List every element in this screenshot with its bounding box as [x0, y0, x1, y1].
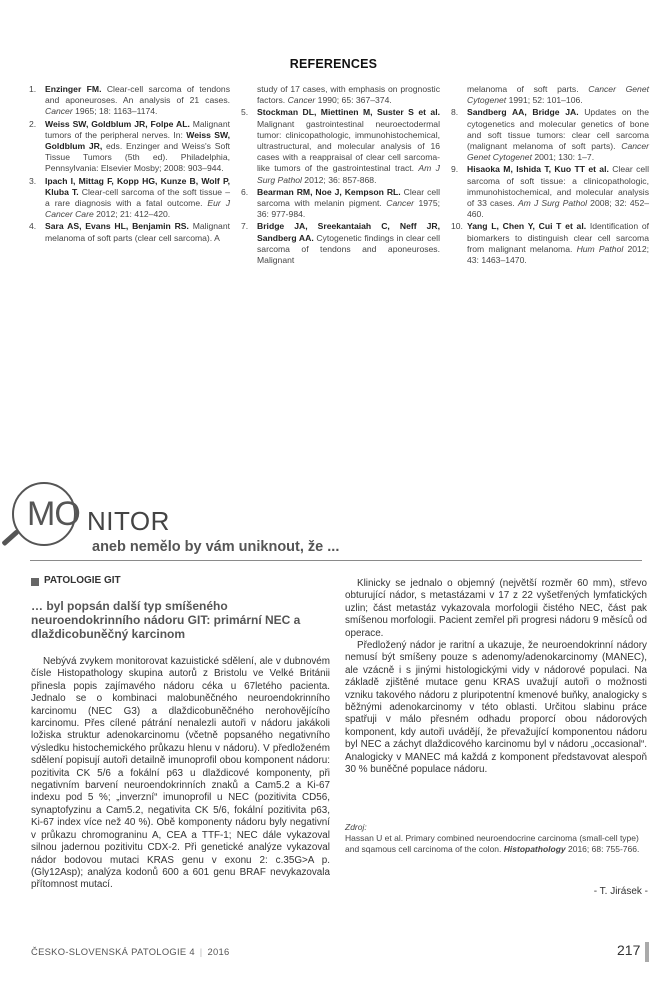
reference-item: 9. Hisaoka M, Ishida T, Kuo TT et al. Clear cell sarcoma of soft tissue: a clinicopathologic, immunohistochemical, and molecular analysis of 33 cases. Am J Surg Pathol 2008; 32: 452–460.: [451, 164, 649, 220]
source-citation: [345, 822, 647, 856]
reference-item: 8. Sandberg AA, Bridge JA. Updates on the cytogenetics and molecular genetics of bone and soft tissue tumors: clear cell sarcoma (malignant melanoma of soft parts). Cancer Genet Cytogenet 2001; 130: 1–7.: [451, 107, 649, 163]
reference-item: 7. Bridge JA, Sreekantaiah C, Neff JR, Sandberg AA. Cytogenetic findings in clear cell sarcoma of tendons and aponeuroses. Malignant: [241, 221, 440, 266]
reference-item: study of 17 cases, with emphasis on prognostic factors. Cancer 1990; 65: 367–374.: [257, 84, 440, 106]
reference-item: 10. Yang L, Chen Y, Cui T et al. Identification of biomarkers to distinguish clear cell sarcoma from malignant melanoma. Hum Pathol 2012; 43: 1463–1470.: [451, 221, 649, 266]
reference-item: melanoma of soft parts. Cancer Genet Cytogenet 1991; 52: 101–106.: [467, 84, 649, 106]
monitor-subtitle: aneb nemělo by vám uniknout, že ...: [92, 539, 340, 555]
author-signature: - T. Jirásek -: [593, 886, 648, 897]
footer-journal: ČESKO-SLOVENSKÁ PATOLOGIE 4 | 2016: [31, 946, 230, 957]
article-body-left: [31, 656, 330, 892]
reference-item: 4. Sara AS, Evans HL, Benjamin RS. Malignant melanoma of soft parts (clear cell sarcoma). A: [29, 221, 231, 243]
article-title: … byl popsán další typ smíšeného neuroendokrinního nádoru GIT: primární NEC a dlaždicobuněčný karcinom: [31, 599, 301, 641]
monitor-logo-mo: MO: [27, 495, 80, 533]
references-column-2: [241, 84, 440, 267]
reference-item: 2. Weiss SW, Goldblum JR, Folpe AL. Malignant tumors of the peripheral nerves. In: Weiss SW, Goldblum JR, eds. Enzinger and Weiss's Soft Tissue Tumors (5th ed). Philadelphia, Pennsylvania: Elsevier Mosby; 2008: 903–944.: [29, 118, 230, 174]
article-body-right: [345, 578, 647, 777]
reference-item: 3. Ipach I, Mittag F, Kopp HG, Kunze B, Wolf P, Kluba T. Clear-cell sarcoma of the soft tissue – a rare diagnosis with a fatal outcome. Eur J Cancer Care 2012; 21: 412–420.: [29, 175, 230, 220]
references-column-1: [29, 84, 230, 245]
section-square-icon: [31, 578, 39, 586]
references-title: REFERENCES: [289, 57, 378, 71]
reference-item: 5. Stockman DL, Miettinen M, Suster S et al. Malignant gastrointestinal neuroectodermal tumor: clinicopathologic, immunohistochemical, ultrastructural, and molecular analysis of 16 cases with a reappraisal of clear cell sarcoma-like tumors of the gastrointestinal tract. Am J Surg Pathol 2012; 36: 857-868.: [241, 107, 440, 185]
references-column-3: [451, 84, 649, 267]
paragraph: Nebývá zvykem monitorovat kazuistické sdělení, ale v dubnovém čísle Histopathology skupina autorů z Bristolu ve Velké Británii přinesla popis zajímavého nádoru céka u 67letého pacienta. Jednalo se o kombinaci malobuněčného neuroendokrinního karcinomu (NEC G3) a dlaždicobuněčného nerohovějícího karcinomu. Přes cílené pátrání nenalezli autoři v nádoru jakákoli ložiska struktur adenokarcinomu (včetně popsaného negativního výsledku histochemického průkazu hlenu v nádoru). V předloženém sdělení popisují autoři detailně imunoprofil obou komponent nádoru: pozitivita CK 5/6 a fokální p63 u dlaždicové komponenty, při negativním barvení neuroendokrinních znaků a Cam5.2 a Ki-67 indexu pod 5 %; „inverzní“ imunoprofil u NEC (pozitivita CD56, synaptofyzinu a Cam5.2, negativita CK 5/6, fokální pozitivita p63, Ki-67 index více než 40 %). Obě komponenty nádoru byly negativní v průkazu chromograninu A, CEA a TTF-1; NEC dále vykazoval silnou jadernou pozitivitu CDX-2. Při genetické analýze vykazoval nádor bodovou mutaci KRAS genu v exonu 2: c.35G>A p.(Gly12Asp); analýza kodonů 600 a 601 genu BRAF nevykazovala přítomnost mutací.: [31, 656, 330, 891]
paragraph: Předložený nádor je raritní a ukazuje, že neuroendokrinní nádory nemusí být smíšeny pouze s adenomy/adenokarcinomy (MANEC), ale vzácně i s jinými histologickými vidy v nádorové populaci. Na základě zjištěné mutace genu KRAS uvažují autoři o možnosti vzniku takového nádoru z pluripotentní kmenové buňky, analogicky s běžnými adenokarcinomy v této oblasti. Určitou slabinu práce spatřuji v málo přesném odhadu proporcí obou nádorových komponent, kdy autoři uvádějí, že převažující komponentou nádoru byl NEC a záchyt dlaždicového karcinomu byl v nádoru „occasional“. Analogicky v MANEC má každá z komponent představovat alespoň 30 % buněčné populace nádoru.: [345, 640, 647, 776]
monitor-divider: [30, 560, 642, 561]
paragraph: Klinicky se jednalo o objemný (největší rozměr 60 mm), střevo obturující nádor, s metastázami v 17 z 22 vyšetřených lymfatických uzlin; část metastáz vykazovala morfologii čistého NEC, část pak smíšenou morfologii. Pacient zemřel při progresi nádoru 9 měsíců od operace.: [345, 578, 647, 639]
monitor-logo-rest: NITOR: [87, 506, 170, 536]
reference-item: 1. Enzinger FM. Clear-cell sarcoma of tendons and aponeuroses. An analysis of 21 cases. Cancer 1965; 18: 1163–1174.: [29, 84, 230, 117]
reference-item: 6. Bearman RM, Noe J, Kempson RL. Clear cell sarcoma with melanin pigment. Cancer 1975; 36: 977-984.: [241, 186, 440, 220]
source-text: Hassan U et al. Primary combined neuroendocrine carcinoma (small-cell type) and sqamous cell carcinoma of the colon. Histopathology 2016; 68: 755-766.: [345, 833, 640, 855]
source-label: Zdroj:: [345, 822, 367, 832]
page-marker-bar: [645, 942, 649, 962]
section-label: PATOLOGIE GIT: [44, 575, 121, 586]
page-number: 217: [617, 942, 641, 958]
